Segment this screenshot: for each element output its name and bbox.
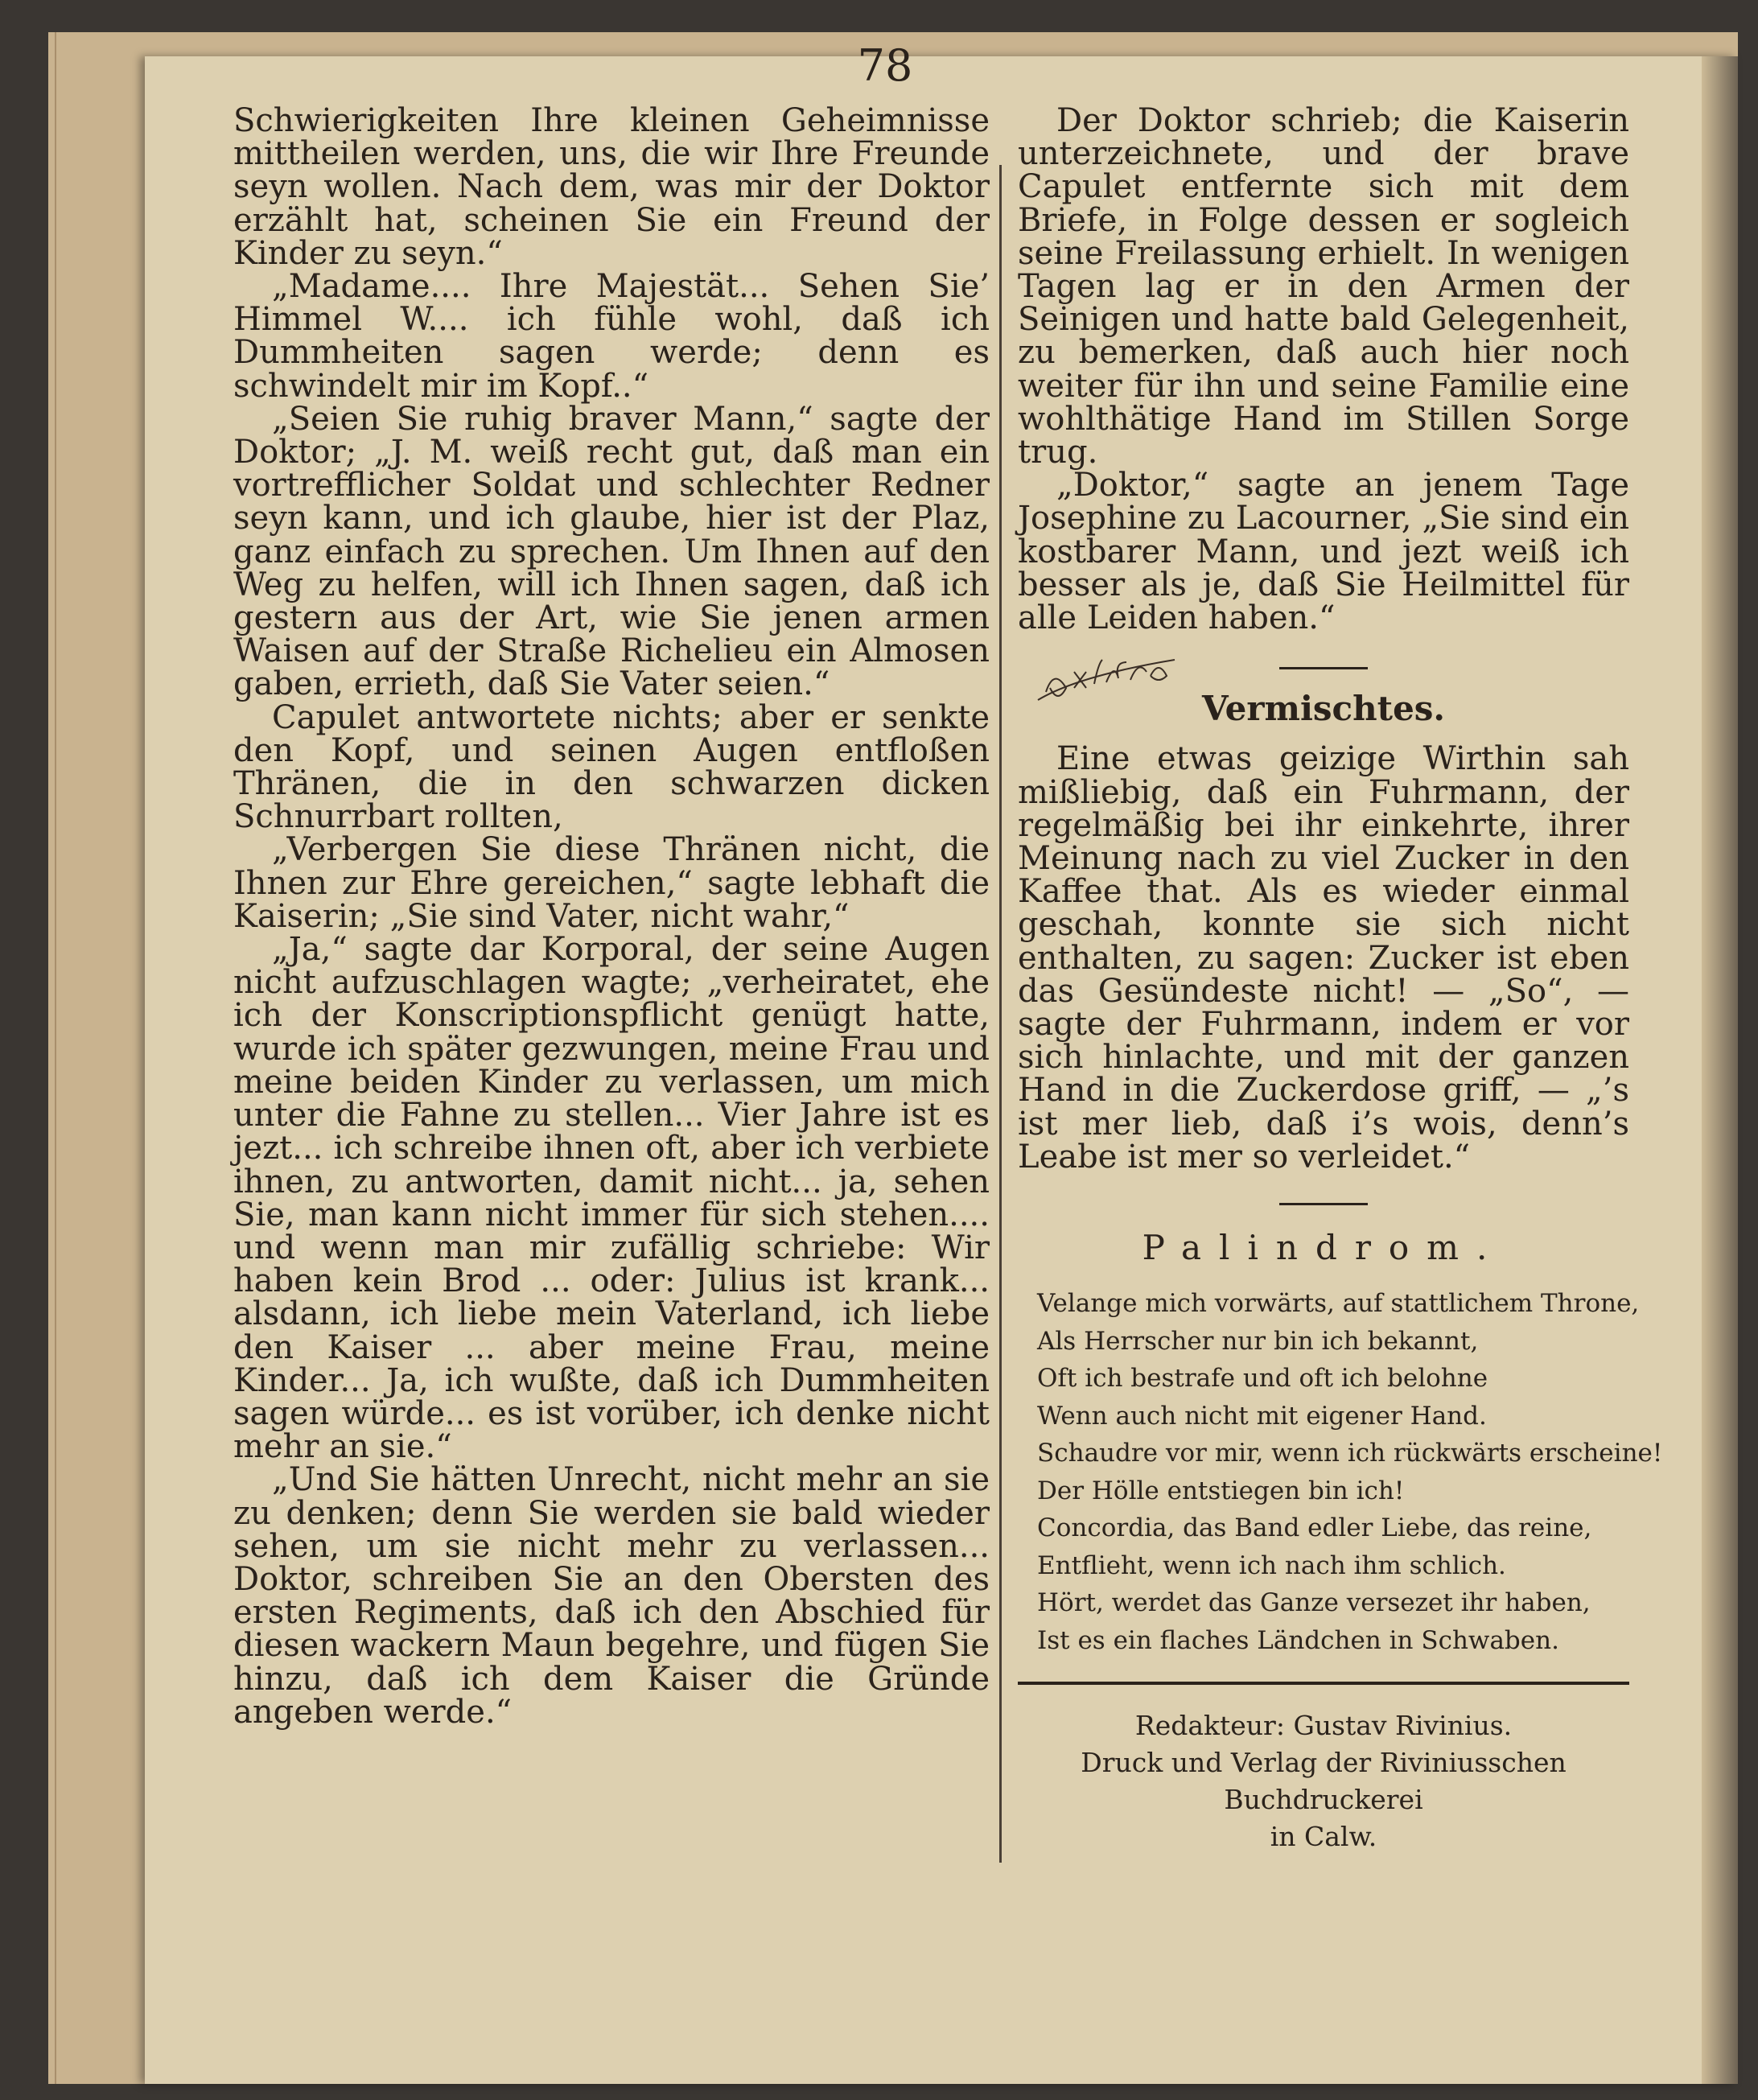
poem-line: Oft ich bestrafe und oft ich belohne (1037, 1364, 1488, 1394)
imprint-editor: Redakteur: Gustav Rivinius. (1134, 1710, 1513, 1742)
left-column-paragraph: „Ja,“ sagte dar Korporal, der seine Augen nicht aufzuschlagen wagte; „verheiratet, ehe ich der Konscriptionspflicht genügt hatte, wurde ich später gezwungen, meine Frau und meine beiden Kinder zu verlassen, um mich unter die Fahne zu stellen... Vier Jahre ist es jezt... ich schreibe ihnen oft, aber ich verbiete ihnen, zu antworten, damit nicht... ja, sehen Sie, man kann nicht immer für sich stehen.... und wenn man mir zufällig schriebe: Wir haben kein Brod ... oder: Julius ist krank... alsdann, ich liebe mein Vaterland, ich liebe den Kaiser ... aber meine Frau, meine Kinder... Ja, ich wußte, daß ich Dummheiten sagen würde... es ist vorüber, ich denke nicht mehr an sie.“ (233, 931, 990, 1466)
palindrom-title: Palindrom. (1142, 1228, 1505, 1268)
poem-line: Der Hölle entstiegen bin ich! (1037, 1476, 1405, 1505)
vermischtes-text: Eine etwas geizige Wirthin sah mißliebig, daß ein Fuhrmann, der regelmäßig bei ihr einkehrte, ihrer Meinung nach zu viel Zucker in den Kaffee that. Als es wieder einmal geschah, konnte sie sich nicht enthalten, zu sagen: Zucker ist eben das Gesündeste nicht! — „So“, — sagte der Fuhrmann, indem er vor sich hinlachte, und mit der ganzen Hand in die Zuckerdose griff, — „’s ist mer lieb, daß i’s wois, denn’s Leabe ist mer so verleidet.“ (1018, 740, 1629, 1176)
right-column-paragraphs (1018, 102, 1629, 637)
page-number: 78 (857, 40, 913, 91)
left-column-paragraph: Schwierigkeiten Ihre kleinen Geheimnisse mittheilen werden, uns, die wir Ihre Freunde seyn wollen. Nach dem, was mir der Doktor erzählt hat, scheinen Sie ein Freund der Kinder zu seyn.“ (233, 102, 990, 272)
bottom-rule (1018, 1682, 1629, 1685)
poem-line: Ist es ein flaches Ländchen in Schwaben. (1037, 1625, 1559, 1655)
column-divider (999, 165, 1002, 1863)
section-rule (1279, 667, 1368, 669)
section-rule-2 (1279, 1203, 1368, 1205)
left-column-paragraph: Capulet antwortete nichts; aber er senkte den Kopf, und seinen Augen entfloßen Thränen, die in den schwarzen dicken Schnurrbart rollten, (233, 698, 990, 836)
vermischtes-heading: Vermischtes. (1201, 689, 1446, 729)
imprint-publisher: Druck und Verlag der Riviniusschen Buchdruckerei (1081, 1747, 1567, 1816)
book-spine-shadow (1702, 56, 1738, 2084)
poem-line: Als Herrscher nur bin ich bekannt, (1037, 1326, 1479, 1356)
imprint-place: in Calw. (1270, 1821, 1377, 1853)
handwritten-note (1030, 644, 1191, 716)
poem-line: Hört, werdet das Ganze versezet ihr haben, (1037, 1588, 1591, 1618)
right-column-paragraph: Der Doktor schrieb; die Kaiserin unterzeichnete, und der brave Capulet entfernte sich mit dem Briefe, in Folge dessen er sogleich seine Freilassung erhielt. In wenigen Tagen lag er in den Armen der Seinigen und hatte bald Gelegenheit, zu bemerken, daß auch hier noch weiter für ihn und seine Familie eine wohlthätige Hand im Stillen Sorge trug. (1018, 102, 1629, 471)
left-column-paragraph: „Seien Sie ruhig braver Mann,“ sagte der Doktor; „J. M. weiß recht gut, daß man ein vortrefflicher Soldat und schlechter Redner seyn kann, und ich glaube, hier ist der Plaz, ganz einfach zu sprechen. Um Ihnen auf den Weg zu helfen, will ich Ihnen sagen, daß ich gestern aus der Art, wie Sie jenen armen Waisen auf der Straße Richelieu ein Almosen gaben, errieth, daß Sie Vater seien.“ (233, 400, 990, 703)
handwritten-note-image (1030, 644, 1191, 716)
poem-line: Wenn auch nicht mit eigener Hand. (1037, 1401, 1487, 1431)
left-column (233, 102, 990, 1731)
poem-line: Concordia, das Band edler Liebe, das reine, (1037, 1513, 1592, 1543)
left-column-paragraph: „Und Sie hätten Unrecht, nicht mehr an sie zu denken; denn Sie werden sie bald wieder sehen, um sie nicht mehr zu verlassen... Doktor, schreiben Sie an den Obersten des ersten Regiments, daß ich den Abschied für diesen wackern Maun begehre, und fügen Sie hinzu, daß ich dem Kaiser die Gründe angeben werde.“ (233, 1461, 990, 1731)
right-column (1018, 102, 1663, 1855)
poem-line: Velange mich vorwärts, auf stattlichem Throne, (1037, 1289, 1640, 1319)
imprint (1018, 1707, 1629, 1855)
page-edges (48, 32, 56, 2084)
poem-line: Entflieht, wenn ich nach ihm schlich. (1037, 1550, 1506, 1580)
poem-line: Schaudre vor mir, wenn ich rückwärts erscheine! (1037, 1439, 1663, 1468)
palindrom-poem (1018, 1285, 1663, 1659)
left-column-paragraph: „Madame.... Ihre Majestät... Sehen Sie’ Himmel W.... ich fühle wohl, daß ich Dummheiten sagen werde; denn es schwindelt mir im Kopf..“ (233, 268, 990, 405)
left-column-paragraph: „Verbergen Sie diese Thränen nicht, die Ihnen zur Ehre gereichen,“ sagte lebhaft die Kaiserin; „Sie sind Vater, nicht wahr,“ (233, 831, 990, 935)
right-column-paragraph: „Doktor,“ sagte an jenem Tage Josephine zu Lacourner, „Sie sind ein kostbarer Mann, und jezt weiß ich besser als je, daß Sie Heilmittel für alle Leiden haben.“ (1018, 467, 1629, 637)
